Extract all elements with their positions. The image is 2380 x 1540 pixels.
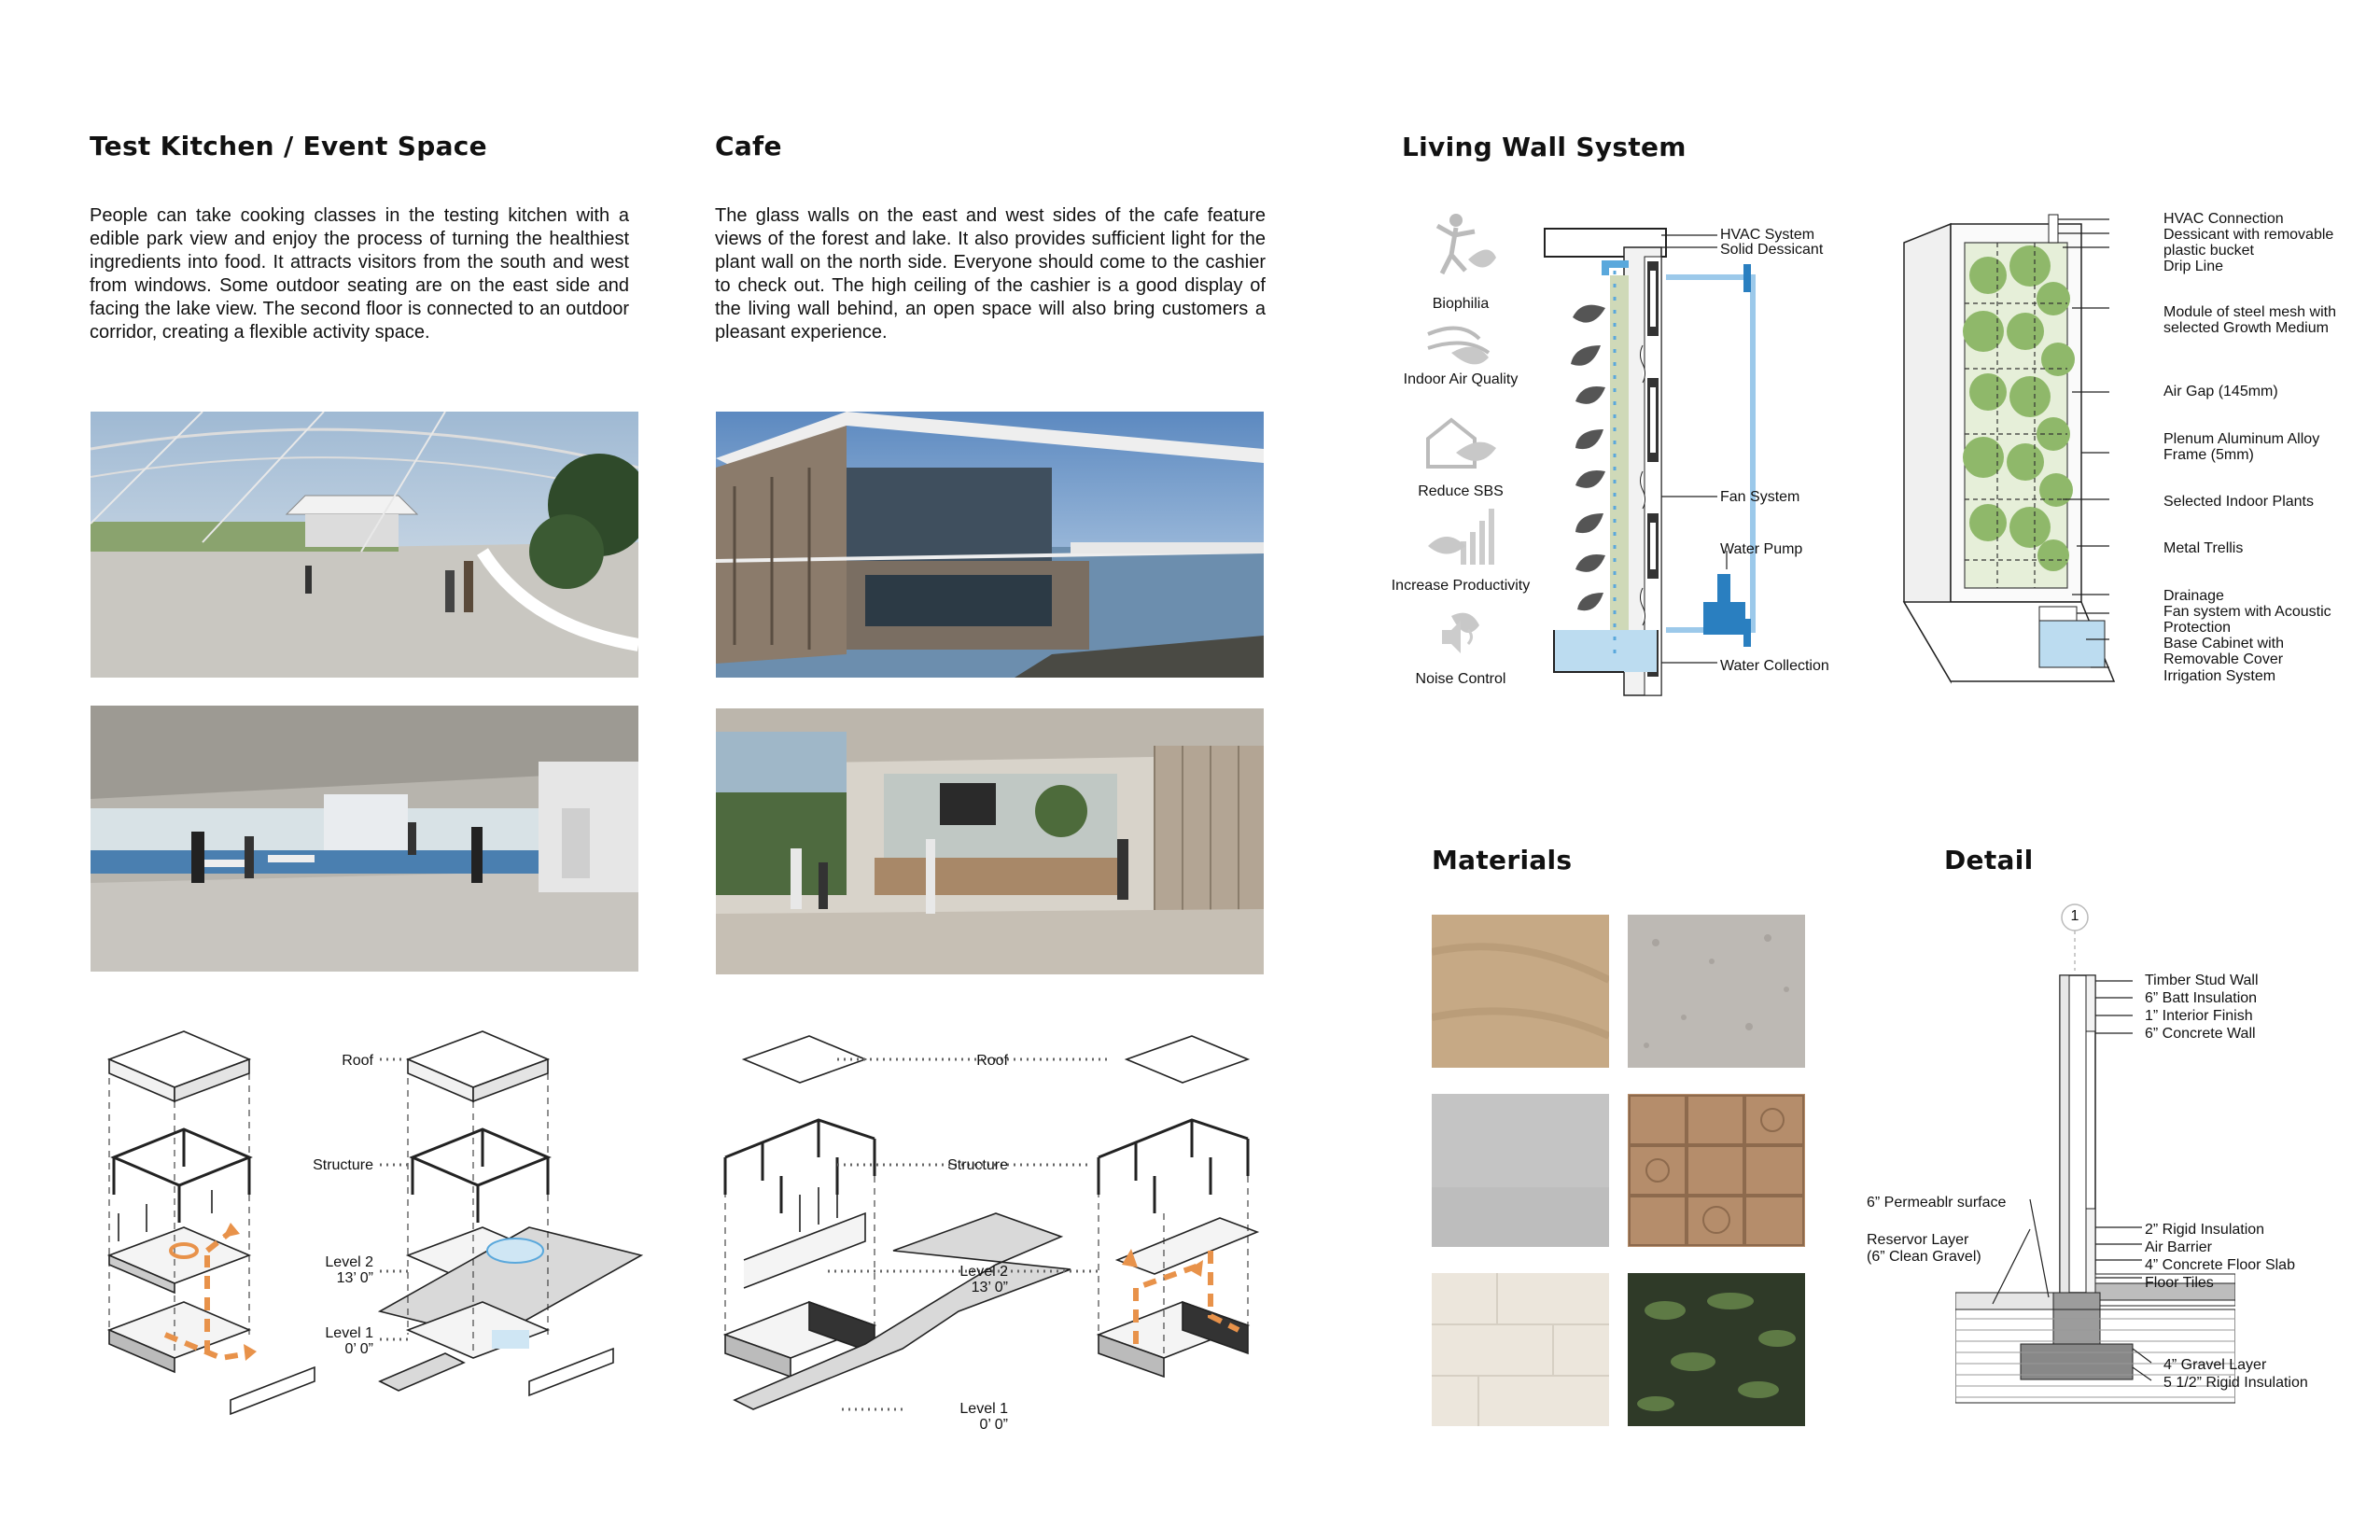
swatch-greenery bbox=[1628, 1273, 1805, 1426]
benefit-label: Indoor Air Quality bbox=[1403, 371, 1519, 387]
materials-grid bbox=[1432, 915, 1805, 1428]
detail-left-label: (6” Clean Gravel) bbox=[1867, 1249, 1981, 1265]
lw-axon-label: Selected Indoor Plants bbox=[2163, 494, 2314, 510]
living-wall-title: Living Wall System bbox=[1402, 132, 1687, 162]
benefit-label: Reduce SBS bbox=[1418, 483, 1504, 499]
lw-axon-label: Drip Line bbox=[2163, 259, 2224, 274]
cafe-exterior-render bbox=[716, 412, 1264, 678]
kitchen-roof-label: Roof bbox=[342, 1053, 373, 1069]
kitchen-interior-render bbox=[91, 706, 638, 972]
cafe-level2-label: Level 2 bbox=[959, 1264, 1008, 1280]
lw-axon-label: Dessicant with removable plastic bucket bbox=[2163, 227, 2334, 259]
detail-wall-label: 6” Concrete Wall bbox=[2145, 1026, 2256, 1042]
living-wall-axon-drawing bbox=[1899, 210, 2151, 686]
detail-title: Detail bbox=[1944, 845, 2034, 875]
lw-fan-label: Fan System bbox=[1720, 489, 1800, 505]
kitchen-exploded-axon bbox=[91, 1027, 651, 1437]
cafe-level1-height: 0’ 0” bbox=[979, 1417, 1008, 1433]
kitchen-level1-height: 0’ 0” bbox=[344, 1341, 373, 1357]
detail-footing-label: 5 1/2” Rigid Insulation bbox=[2163, 1375, 2308, 1391]
lw-axon-label: Irrigation System bbox=[2163, 668, 2276, 684]
detail-slab-label: 2” Rigid Insulation bbox=[2145, 1222, 2265, 1238]
detail-marker: 1 bbox=[2070, 908, 2079, 924]
detail-slab-label: 4” Concrete Floor Slab bbox=[2145, 1257, 2295, 1273]
living-wall-section-drawing bbox=[1540, 219, 1783, 700]
detail-wall-label: 6” Batt Insulation bbox=[2145, 990, 2258, 1006]
swatch-end-grain-wood bbox=[1628, 1094, 1805, 1247]
benefit-label: Increase Productivity bbox=[1391, 578, 1531, 594]
speaker-leaf-icon bbox=[1423, 607, 1498, 663]
cafe-level1-label: Level 1 bbox=[959, 1401, 1008, 1417]
lw-pump-label: Water Pump bbox=[1720, 541, 1803, 557]
lw-axon-label: Fan system with Acoustic Protection bbox=[2163, 604, 2331, 636]
swatch-sandstone bbox=[1432, 915, 1609, 1068]
benefit-label: Noise Control bbox=[1415, 671, 1506, 687]
kitchen-level2-label: Level 2 bbox=[325, 1254, 373, 1270]
cafe-exploded-axon bbox=[716, 1027, 1276, 1437]
lw-axon-label: Module of steel mesh with selected Growth Medium bbox=[2163, 304, 2336, 336]
detail-wall-label: 1” Interior Finish bbox=[2145, 1008, 2253, 1024]
lw-axon-label: Air Gap (145mm) bbox=[2163, 384, 2278, 399]
house-leaf-icon bbox=[1423, 411, 1498, 476]
cafe-interior-render bbox=[716, 708, 1264, 974]
detail-left-label: Reservor Layer bbox=[1867, 1232, 1969, 1248]
cafe-roof-label: Roof bbox=[976, 1053, 1008, 1069]
kitchen-paragraph: People can take cooking classes in the testing kitchen with a edible park view and enjoy the process of turning the healthiest ingredients into food. It attracts visitors from the south and west from windows. Some outdoor seating are on the east side and facing the lake view. The second floor is connected to an outdoor corridor, creating a flexible activity space. bbox=[90, 205, 629, 343]
swatch-terrazzo bbox=[1628, 915, 1805, 1068]
cafe-level2-height: 13’ 0” bbox=[971, 1280, 1008, 1295]
lw-dessicant-label: Solid Dessicant bbox=[1720, 242, 1824, 258]
lw-axon-label: HVAC Connection bbox=[2163, 211, 2284, 227]
lw-axon-label: Base Cabinet with Removable Cover bbox=[2163, 636, 2284, 667]
lw-collection-label: Water Collection bbox=[1720, 658, 1829, 674]
cafe-paragraph: The glass walls on the east and west sides of the cafe feature views of the forest and lake. It also provides sufficient light for the plant wall on the north side. Everyone should come to the cashier to check out. The high ceiling of the cashier is a good display of the living wall behind, an open space will also bring customers a pleasant experience. bbox=[715, 205, 1266, 343]
cafe-structure-label: Structure bbox=[947, 1157, 1008, 1173]
materials-title: Materials bbox=[1432, 845, 1573, 875]
swatch-concrete bbox=[1432, 1094, 1609, 1247]
lw-axon-label: Drainage bbox=[2163, 588, 2224, 604]
kitchen-level2-height: 13’ 0” bbox=[336, 1270, 373, 1286]
swatch-travertine bbox=[1432, 1273, 1609, 1426]
cafe-title: Cafe bbox=[715, 131, 782, 161]
lw-axon-label: Plenum Aluminum Alloy Frame (5mm) bbox=[2163, 431, 2320, 463]
kitchen-level1-label: Level 1 bbox=[325, 1325, 373, 1341]
kitchen-structure-label: Structure bbox=[313, 1157, 373, 1173]
kitchen-exterior-render bbox=[91, 412, 638, 678]
detail-slab-label: Floor Tiles bbox=[2145, 1275, 2214, 1291]
detail-wall-label: Timber Stud Wall bbox=[2145, 973, 2259, 988]
detail-slab-label: Air Barrier bbox=[2145, 1239, 2213, 1255]
kitchen-title: Test Kitchen / Event Space bbox=[90, 131, 487, 161]
lw-axon-label: Metal Trellis bbox=[2163, 540, 2244, 556]
growth-chart-icon bbox=[1423, 504, 1498, 569]
lw-hvac-label: HVAC System bbox=[1720, 227, 1815, 243]
person-leaf-icon bbox=[1423, 213, 1498, 278]
detail-left-label: 6” Permeablr surface bbox=[1867, 1195, 2007, 1211]
detail-footing-label: 4” Gravel Layer bbox=[2163, 1357, 2267, 1373]
benefit-label: Biophilia bbox=[1432, 296, 1490, 312]
